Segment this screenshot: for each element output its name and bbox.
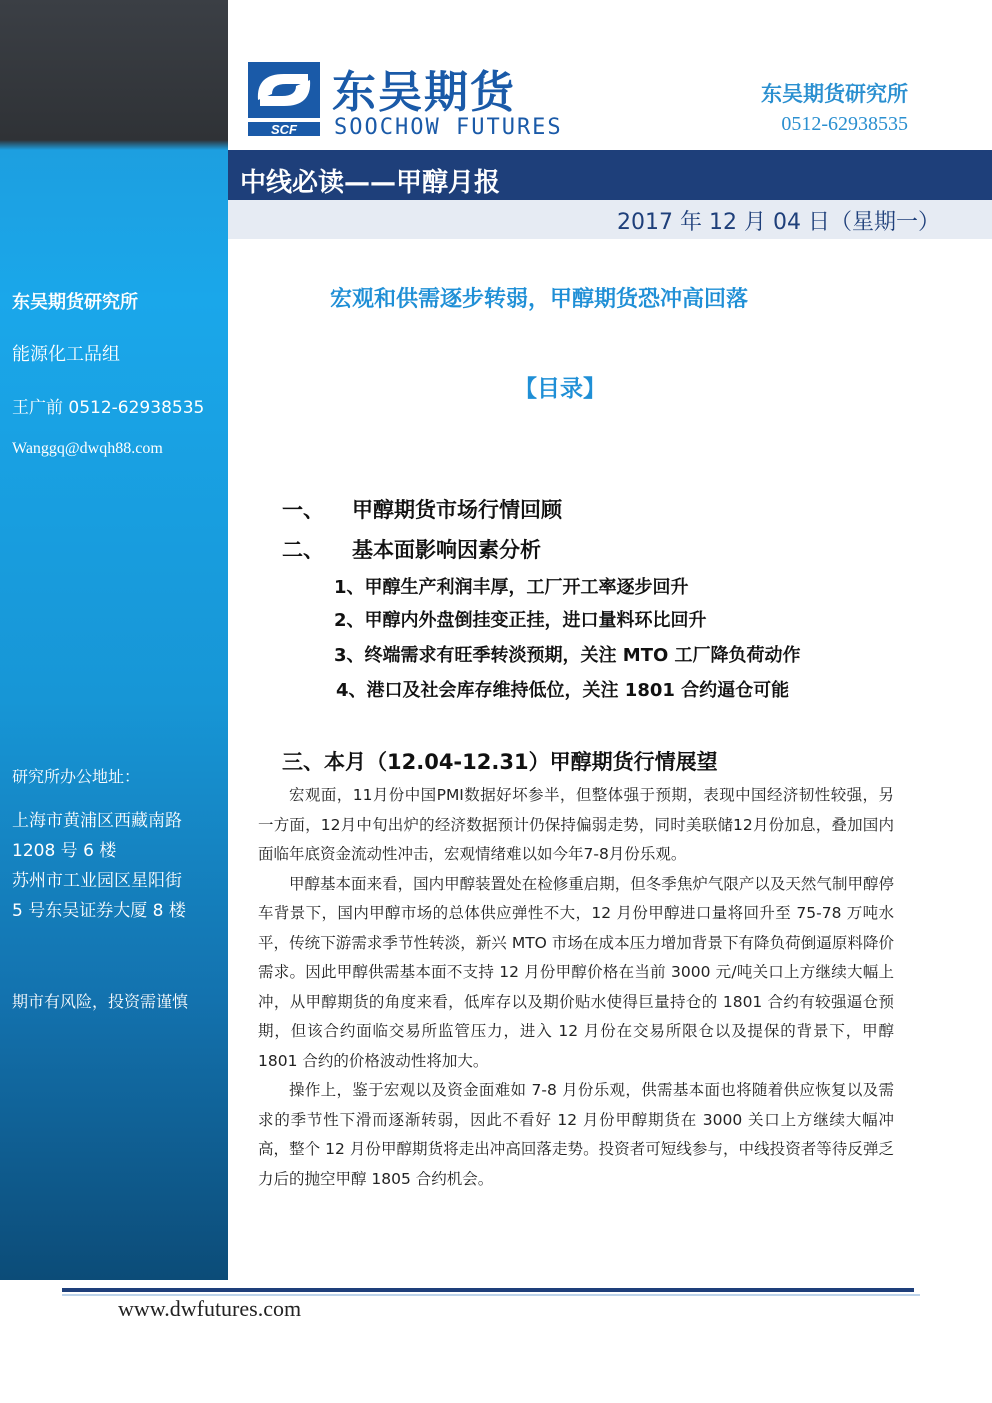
toc-title: 【目录】 [514, 376, 606, 402]
outlook-body [258, 781, 894, 1194]
header-institute: 东吴期货研究所 [761, 82, 908, 106]
toc-subitem-1[interactable]: 1、甲醇生产利润丰厚，工厂开工率逐步回升 [334, 577, 689, 598]
footer-rule [62, 1288, 914, 1292]
sidebar-email[interactable]: Wanggq@dwqh88.com [12, 440, 163, 457]
toc-item-2[interactable]: 基本面影响因素分析 [352, 538, 541, 562]
toc-subitem-2[interactable]: 2、甲醇内外盘倒挂变正挂，进口量料环比回升 [334, 610, 707, 631]
sidebar-address-label: 研究所办公地址： [12, 767, 141, 786]
paragraph-macro: 宏观面，11月份中国PMI数据好坏参半，但整体强于预期，表现中国经济韧性较强，另一方面，12月中旬出炉的经济数据预计仍保持偏弱走势，同时美联储12月份加息，叠加国内面临年底资金流动性冲击，宏观情绪难以如今年7-8月份乐观。 [258, 786, 894, 863]
sidebar-address-line1: 上海市黄浦区西藏南路 [12, 811, 182, 831]
paragraph-strategy: 操作上，鉴于宏观以及资金面难如 7-8 月份乐观，供需基本面也将随着供应恢复以及需求的季节性下滑而逐渐转弱，因此不看好 12 月份甲醇期货在 3000 关口上方继续大幅冲高，整个 12 月份甲醇期货将走出冲高回落走势。投资者可短线参与，中线投资者等待反弹乏力后的抛空甲醇 1805 合约机会。 [258, 1081, 894, 1188]
toc-item-2-number: 二、 [282, 538, 324, 562]
sidebar-analyst: 王广前 0512-62938535 [12, 398, 205, 418]
sidebar-group: 能源化工品组 [12, 344, 120, 365]
sidebar-address-line3: 苏州市工业园区星阳街 [12, 871, 182, 891]
toc-item-1-number: 一、 [282, 498, 324, 522]
logo-text: SCF [271, 122, 297, 137]
brand-name-en: SOOCHOW FUTURES [334, 115, 563, 140]
header-phone: 0512-62938535 [781, 113, 908, 135]
report-series-title: 中线必读——甲醇月报 [240, 168, 501, 198]
sidebar-address-line4: 5 号东吴证券大厦 8 楼 [12, 901, 186, 921]
sidebar-institute: 东吴期货研究所 [12, 292, 138, 313]
report-headline: 宏观和供需逐步转弱，甲醇期货恐冲高回落 [330, 287, 749, 312]
report-date: 2017 年 12 月 04 日（星期一） [617, 210, 940, 235]
brand-name-cn: 东吴期货 [332, 67, 516, 118]
paragraph-fundamentals: 甲醇基本面来看，国内甲醇装置处在检修重启期，但冬季焦炉气限产以及天然气制甲醇停车背景下，国内甲醇市场的总体供应弹性不大，12 月份甲醇进口量将回升至 75-78 万吨水平，传统下游需求季节性转淡，新兴 MTO 市场在成本压力增加背景下有降负荷倒逼原料降价需求。因此甲醇供需基本面不支持 12 月份甲醇价格在当前 3000 元/吨关口上方继续大幅上冲，从甲醇期货的角度来看，低库存以及期价贴水使得巨量持仓的 1801 合约有较强逼仓预期，但该合约面临交易所监管压力，进入 12 月份在交易所限仓以及提保的背景下，甲醇 1801 合约的价格波动性将加大。 [258, 874, 894, 1070]
sidebar-risk-warning: 期市有风险，投资需谨慎 [12, 992, 189, 1011]
soochow-logo-icon [246, 60, 322, 138]
footer-website[interactable]: www.dwfutures.com [118, 1296, 302, 1321]
toc-subitem-4[interactable]: 4、港口及社会库存维持低位，关注 1801 合约逼仓可能 [336, 680, 790, 701]
toc-subitem-3[interactable]: 3、终端需求有旺季转淡预期，关注 MTO 工厂降负荷动作 [334, 645, 801, 666]
sidebar [0, 0, 228, 1280]
toc-item-1[interactable]: 甲醇期货市场行情回顾 [352, 498, 562, 522]
sidebar-address-line2: 1208 号 6 楼 [12, 841, 117, 861]
section-3-heading: 三、本月（12.04-12.31）甲醇期货行情展望 [282, 750, 718, 774]
